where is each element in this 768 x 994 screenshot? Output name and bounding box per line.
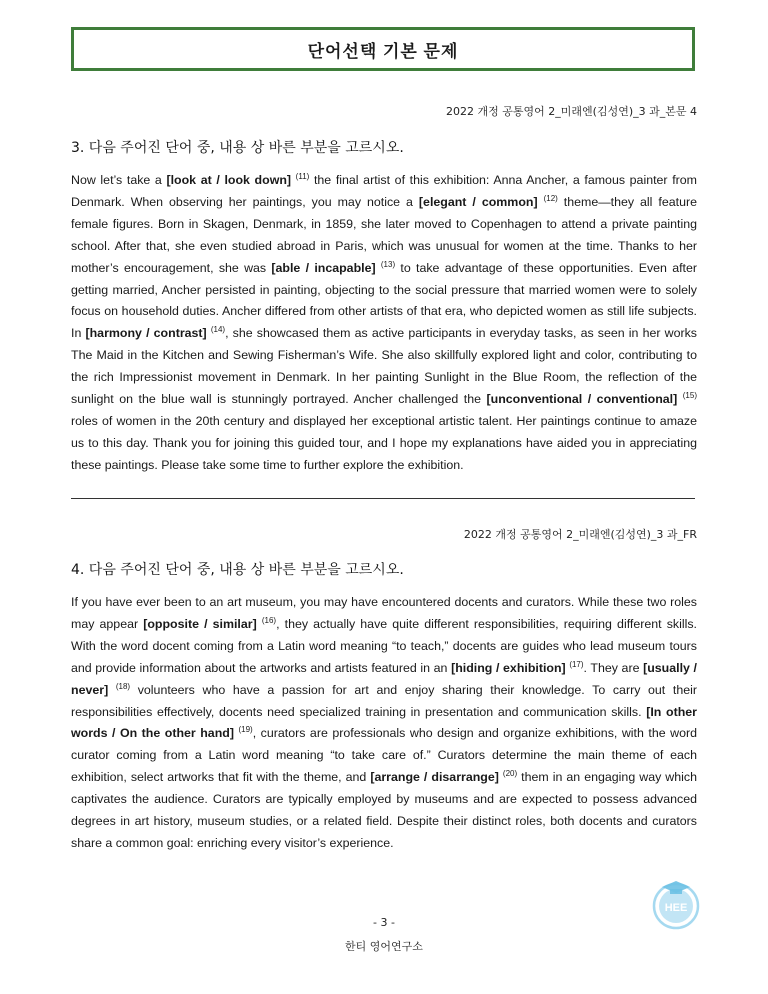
source-line-2: 2022 개정 공통영어 2_미래엔(김성연)_3 과_FR [463,528,697,541]
passage-text: If you have ever been to an art museum, you may have encountered docents and curators. While these two roles may appear [71,595,697,631]
section-divider [71,498,695,499]
passage-text: them in an engaging way which captivates the audience. Curators are typically employed by museums and are expected to possess advanced degrees in art history, museum studies, or a related field. Despite their distinct roles, both docents and curators share a common goal: enriching every visitor’s experience. [71,770,697,850]
word-choice-bracket: [opposite / similar] [143,616,257,631]
blank-number: (20) [502,769,518,779]
title-box [71,27,695,71]
question-4: 4. 다음 주어진 단어 중, 내용 상 바른 부분을 고르시오. [71,562,404,578]
passage-text: volunteers who have a passion for art and enjoy sharing their knowledge. To carry out their responsibilities effectively, docents need specialized training in presentation and communication skills. [71,682,697,719]
blank-number: (12) [543,193,558,203]
word-choice-bracket: [hiding / exhibition] [451,660,566,675]
word-choice-bracket: [able / incapable] [271,260,376,275]
passage-1 [71,170,697,477]
passage-text: the final artist of this exhibition: Anna Ancher, a famous painter from Denmark. When observing her paintings, you may notice a [71,173,697,209]
source-line-1: 2022 개정 공통영어 2_미래엔(김성연)_3 과_본문 4 [446,105,697,118]
word-choice-bracket: [look at / look down] [166,173,292,187]
word-choice-bracket: [unconventional / conventional] [486,392,678,407]
passage-text: theme—they all feature female figures. Born in Skagen, Denmark, in 1859, she later moved to Copenhagen to attend a private painting school. After that, she even studied abroad in Paris, which was unusual for women at the time. Thanks to her mother’s encouragement, she was [71,194,697,275]
page-number: - 3 - [373,916,395,929]
word-choice-bracket: [arrange / disarrange] [370,770,499,785]
question-3: 3. 다음 주어진 단어 중, 내용 상 바른 부분을 고르시오. [71,140,404,156]
passage-text: Now let’s take a [71,173,167,187]
blank-number: (11) [295,172,310,181]
blank-number: (15) [682,391,697,401]
blank-number: (19) [238,725,253,735]
page-title: 단어선택 기본 문제 [307,41,459,61]
word-choice-bracket: [harmony / contrast] [85,326,207,341]
passage-text: . They are [583,660,644,675]
passage-text: , curators are professionals who design and organize exhibitions, with the word curator coming from a Latin word meaning “to take care of.” Curators determine the main theme of each exhibition, select artworks that fit with the theme, and [71,726,697,785]
word-choice-bracket: [In other words / On the other hand] [71,704,697,741]
passage-text: roles of women in the 20th century and displayed her exceptional artistic talent. Her paintings continue to amaze us to this day. Thank you for joining this guided tour, and I hope my explanations have aided you in appreciating these paintings. Please take some time to further explore the exhibition. [71,413,697,472]
passage-text: , they actually have quite different responsibilities, requiring different skills. With the word docent coming from a Latin word meaning “to teach,” docents are guides who lead museum tours and provide information about the artworks and artists featured in an [71,616,698,675]
passage-text: to take advantage of these opportunities. Even after getting married, Ancher persisted in painting, objecting to the social pressure that married women were to solely focus on household duties. Ancher differed from other artists of that era, who depicted women as still life subjects. In [71,260,698,341]
word-choice-bracket: [elegant / common] [418,194,538,209]
passage-text: , she showcased them as active participants in everyday tasks, as seen in her works The Maid in the Kitchen and Sewing Fisherman’s Wife. She also skillfully explored light and color, contributing to the rich Impressionist movement in Denmark. In her painting Sunlight in the Blue Room, the reflection of the sunlight on the blue wall is stunningly portrayed. Ancher challenged the [71,326,697,407]
footer-org: 한티 영어연구소 [345,940,423,953]
logo-text: HEE [664,902,688,914]
blank-number: (16) [261,615,277,625]
blank-number: (13) [380,259,396,269]
passage-2 [71,592,697,855]
word-choice-bracket: [usually / never] [71,660,697,697]
blank-number: (14) [210,325,226,335]
graduation-cap-icon [662,881,690,894]
blank-number: (17) [569,659,584,669]
blank-number: (18) [115,681,131,691]
passage-text [108,683,116,697]
